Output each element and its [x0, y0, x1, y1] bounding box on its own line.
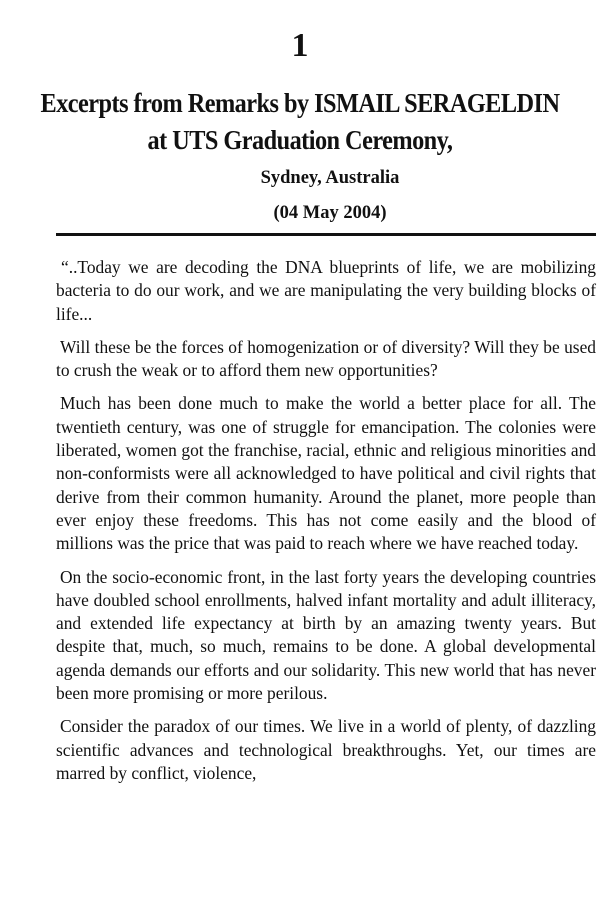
- body-text: [56, 256, 596, 795]
- chapter-title-line-1: Excerpts from Remarks by ISMAIL SERAGELDIN: [40, 88, 560, 118]
- paragraph-5: Consider the paradox of our times. We live in a world of plenty, of dazzling scientific advances and technological breakthroughs. Yet, our times are marred by conflict, violence,: [56, 716, 596, 783]
- chapter-title-line-2: at UTS Graduation Ceremony,: [147, 125, 453, 155]
- location-subtitle: Sydney, Australia: [260, 168, 400, 188]
- paragraph-2: Will these be the forces of homogenization or of diversity? Will they be used to crush the weak or to afford them new opportunities?: [56, 336, 596, 381]
- header-divider: [56, 233, 596, 236]
- paragraph-3: Much has been done much to make the world a better place for all. The twentieth century, was one of struggle for emancipation. The colonies were liberated, women got the franchise, racial, ethnic and religious minorities and non-conformists were all acknowledged to have political and civil rights that derive from their common humanity. Around the planet, more people than ever enjoy these freedoms. This has not come easily and the blood of millions was the price that was paid to reach where we have reached today.: [56, 393, 596, 554]
- paragraph-1: “..Today we are decoding the DNA blueprints of life, we are mobilizing bacteria to do our work, and we are manipulating the very building blocks of life...: [56, 257, 596, 324]
- chapter-number: 1: [291, 27, 309, 64]
- paragraph-4: On the socio-economic front, in the last forty years the developing countries have doubled school enrollments, halved infant mortality and adult illiteracy, and extended life expectancy at birth by an amazing twenty years. But despite that, much, so much, remains to be done. A global developmental agenda demands our efforts and our solidarity. This new world that has never been more promising or more perilous.: [56, 566, 596, 704]
- date-subtitle: (04 May 2004): [273, 203, 387, 223]
